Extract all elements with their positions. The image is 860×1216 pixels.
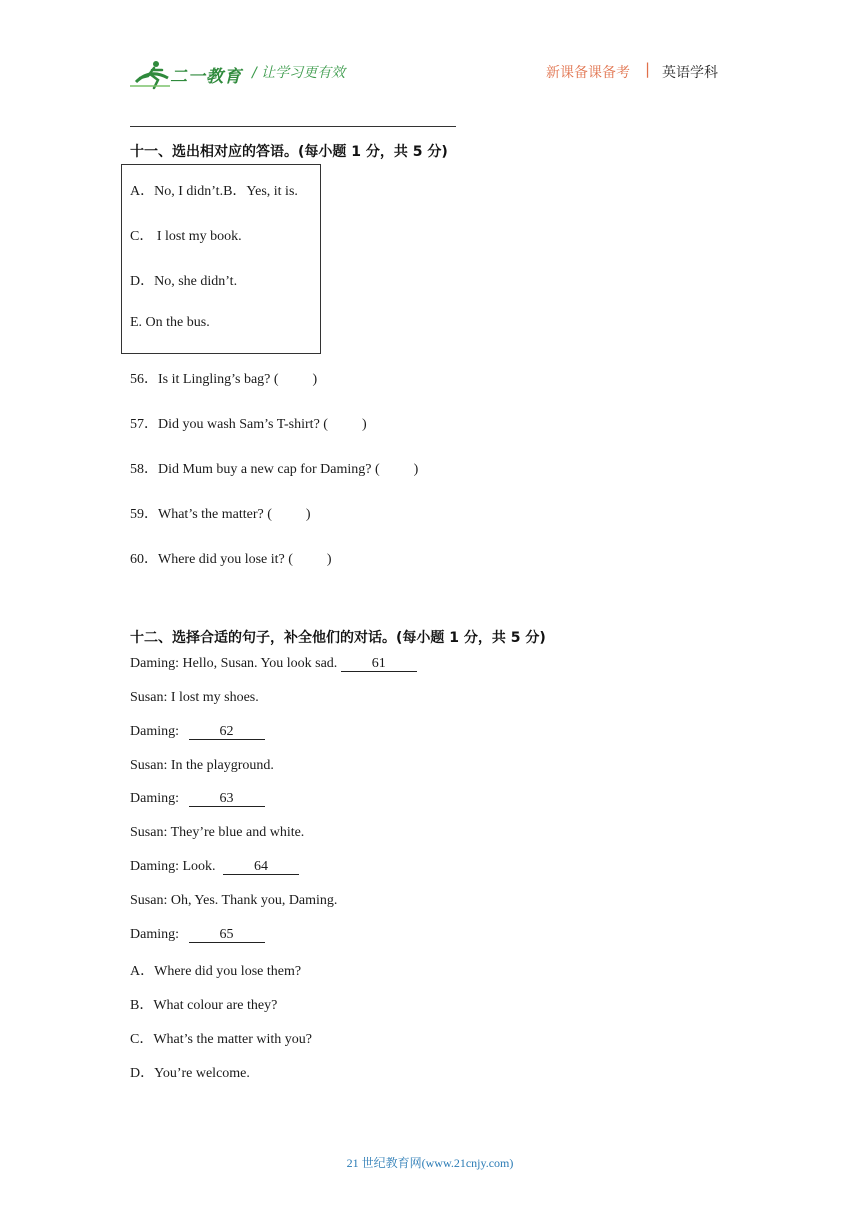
question-56 — [130, 368, 317, 388]
choice-d: D．You’re welcome. — [130, 1066, 250, 1081]
dialog-line-5 — [130, 791, 265, 807]
question-close: ) — [413, 462, 419, 477]
question-text: What’s the matter? ( — [158, 507, 272, 522]
option-c: C． I lost my book. — [130, 229, 242, 244]
question-number: 58． — [130, 462, 158, 477]
slogan: / 让学习更有效 — [252, 65, 346, 81]
dialog-text: Daming: — [130, 927, 183, 942]
dialog-line-3 — [130, 724, 265, 740]
answer-blank-61[interactable]: 61 — [341, 657, 417, 672]
question-58 — [130, 458, 418, 478]
logo-text: 二一教育 — [170, 67, 242, 87]
question-close: ) — [305, 507, 311, 522]
option-e: E. On the bus. — [130, 315, 210, 330]
question-57 — [130, 413, 367, 433]
dialog-text: Daming: — [130, 724, 183, 739]
dialog-text: Daming: Look. — [130, 859, 220, 874]
dialog-text: Daming: — [130, 791, 183, 806]
answer-blank-65[interactable]: 65 — [189, 928, 265, 943]
question-number: 60． — [130, 552, 158, 567]
question-text: Did Mum buy a new cap for Daming? ( — [158, 462, 380, 477]
answer-blank-63[interactable]: 63 — [189, 792, 265, 807]
header-rule — [130, 126, 456, 127]
question-number: 57． — [130, 417, 158, 432]
header-separator: | — [645, 60, 651, 78]
question-60 — [130, 548, 332, 568]
answer-blank-62[interactable]: 62 — [189, 725, 265, 740]
dialog-line-2: Susan: I lost my shoes. — [130, 690, 259, 705]
question-number: 56． — [130, 372, 158, 387]
question-59 — [130, 503, 311, 523]
option-a-b: A．No, I didn’t.B．Yes, it is. — [130, 184, 298, 199]
subject-label: 英语学科 — [662, 65, 718, 81]
brand-label: 新课备课备考 — [546, 65, 630, 81]
choice-b: B．What colour are they? — [130, 998, 278, 1013]
question-close: ) — [312, 372, 318, 387]
question-text: Did you wash Sam’s T-shirt? ( — [158, 417, 328, 432]
answer-blank-64[interactable]: 64 — [223, 860, 299, 875]
question-text: Is it Lingling’s bag? ( — [158, 372, 279, 387]
dialog-line-4: Susan: In the playground. — [130, 758, 274, 773]
dialog-line-1 — [130, 656, 417, 672]
question-close: ) — [361, 417, 367, 432]
question-number: 59． — [130, 507, 158, 522]
question-close: ) — [326, 552, 332, 567]
question-text: Where did you lose it? ( — [158, 552, 293, 567]
option-d: D．No, she didn’t. — [130, 274, 238, 289]
choice-c: C．What’s the matter with you? — [130, 1032, 312, 1047]
dialog-text: Daming: Hello, Susan. You look sad. — [130, 656, 341, 671]
section-11-title: 十一、选出相对应的答语。(每小题 1 分，共 5 分) — [130, 144, 448, 160]
section-12-title: 十二、选择合适的句子，补全他们的对话。(每小题 1 分，共 5 分) — [130, 630, 546, 646]
dialog-line-7 — [130, 859, 299, 875]
dialog-line-8: Susan: Oh, Yes. Thank you, Daming. — [130, 893, 338, 908]
footer-link[interactable]: 21 世纪教育网(www.21cnjy.com) — [346, 1156, 514, 1170]
choice-a: A．Where did you lose them? — [130, 964, 302, 979]
dialog-line-6: Susan: They’re blue and white. — [130, 825, 305, 840]
dialog-line-9 — [130, 927, 265, 943]
